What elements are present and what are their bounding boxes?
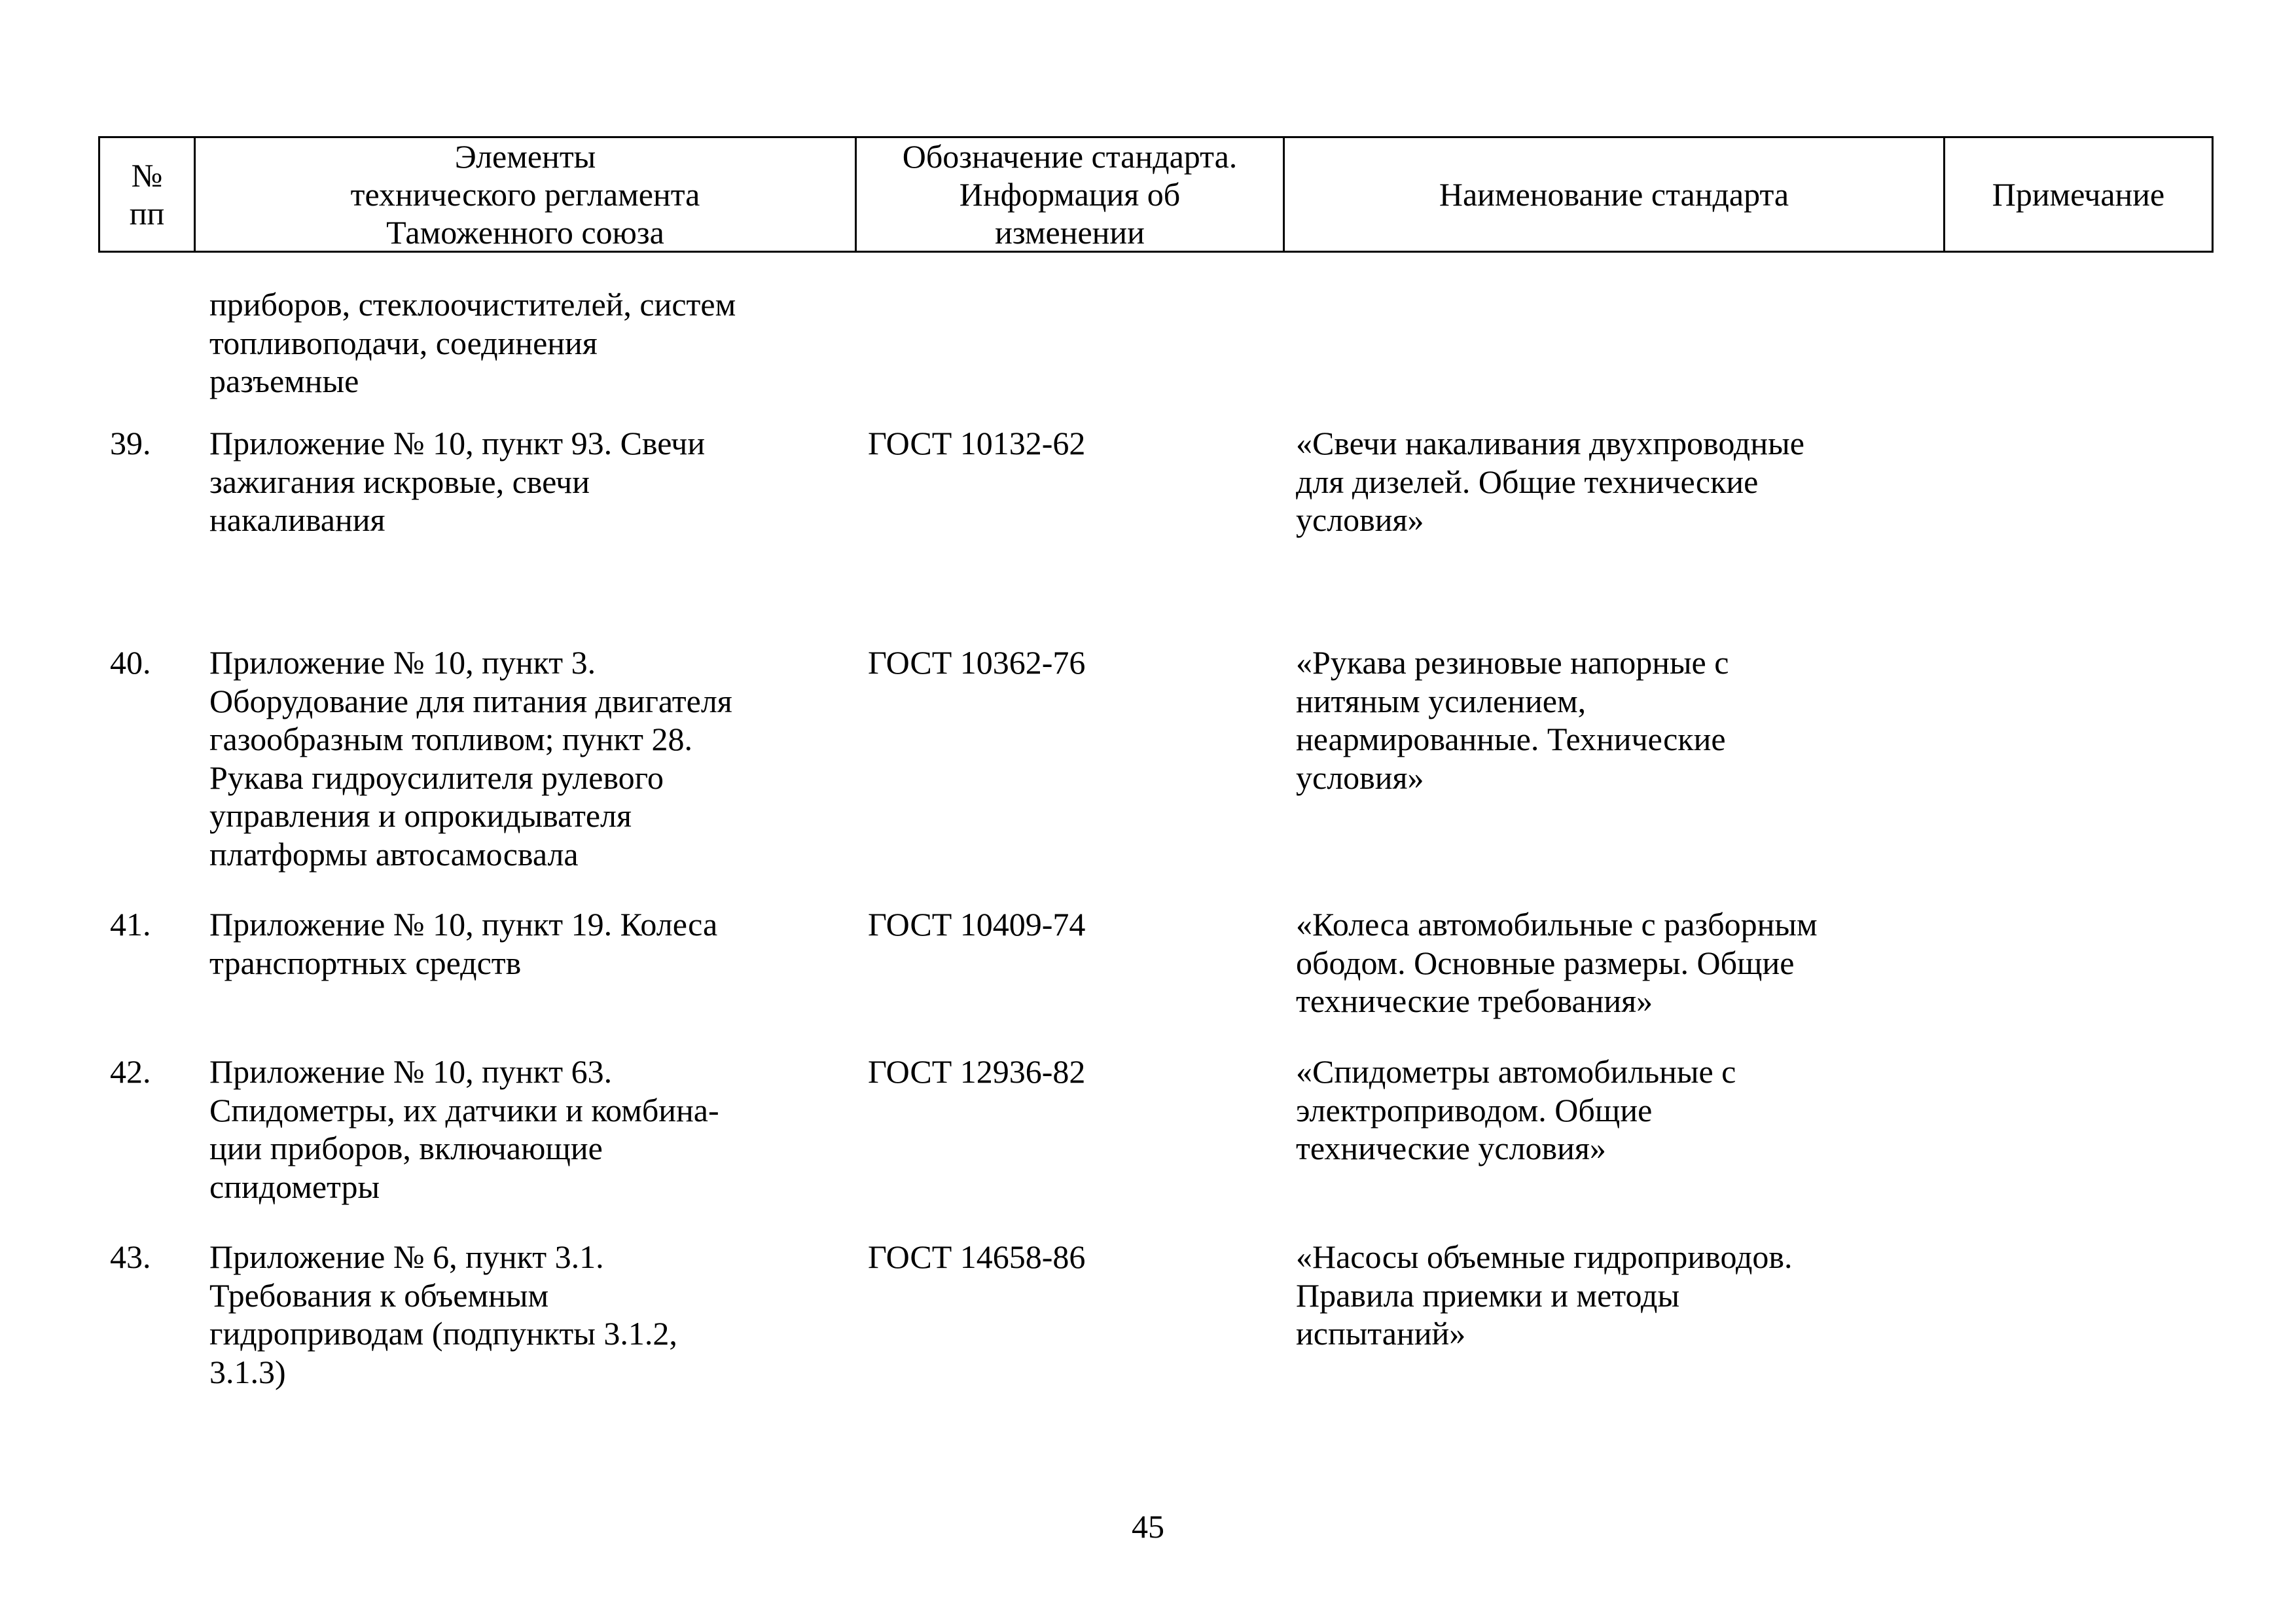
row-elements: Приложение № 6, пункт 3.1. Требования к объемным гидроприводам (подпункты 3.1.2, 3.1.3) [209,1238,677,1390]
row-standard-code: ГОСТ 12936-82 [868,1053,1086,1090]
table-header [98,136,2214,253]
header-number: № пп [100,138,196,251]
header-standard-code: Обозначение стандарта. Информация об изменении [857,138,1285,251]
row-elements: Приложение № 10, пункт 3. Оборудование для питания двигателя газообразным топливом; пункт 28. Рукава гидроусилителя рулевого управления и опрокидывателя платформы автосамосвала [209,644,732,873]
row-standard-code: ГОСТ 10132-62 [868,425,1086,461]
row-number: 41. [110,906,151,943]
row-standard-code: ГОСТ 10409-74 [868,906,1086,943]
row-standard-name: «Насосы объемные гидроприводов. Правила приемки и методы испытаний» [1296,1238,1793,1352]
row-elements: приборов, стеклоочистителей, систем топливоподачи, соединения разъемные [209,286,736,399]
header-standard-name: Наименование стандарта [1285,138,1945,251]
row-number: 43. [110,1238,151,1275]
row-standard-name: «Свечи накаливания двухпроводные для дизелей. Общие технические условия» [1296,425,1804,538]
row-elements: Приложение № 10, пункт 19. Колеса транспортных средств [209,906,718,981]
header-elements: Элементы технического регламента Таможенного союза [196,138,857,251]
header-note: Примечание [1992,176,2165,213]
row-elements: Приложение № 10, пункт 63. Спидометры, их датчики и комбина- ции приборов, включающие спидометры [209,1053,719,1205]
row-standard-code: ГОСТ 14658-86 [868,1238,1086,1275]
row-number: 42. [110,1053,151,1090]
row-number: 39. [110,425,151,461]
row-standard-name: «Спидометры автомобильные с электроприводом. Общие технические условия» [1296,1053,1736,1166]
page-number: 45 [1132,1508,1164,1545]
row-standard-name: «Рукава резиновые напорные с нитяным усилением, неармированные. Технические условия» [1296,644,1729,796]
row-elements: Приложение № 10, пункт 93. Свечи зажигания искровые, свечи накаливания [209,425,706,538]
row-number: 40. [110,644,151,681]
row-standard-name: «Колеса автомобильные с разборным ободом. Основные размеры. Общие технические требования» [1296,906,1818,1019]
row-standard-code: ГОСТ 10362-76 [868,644,1086,681]
